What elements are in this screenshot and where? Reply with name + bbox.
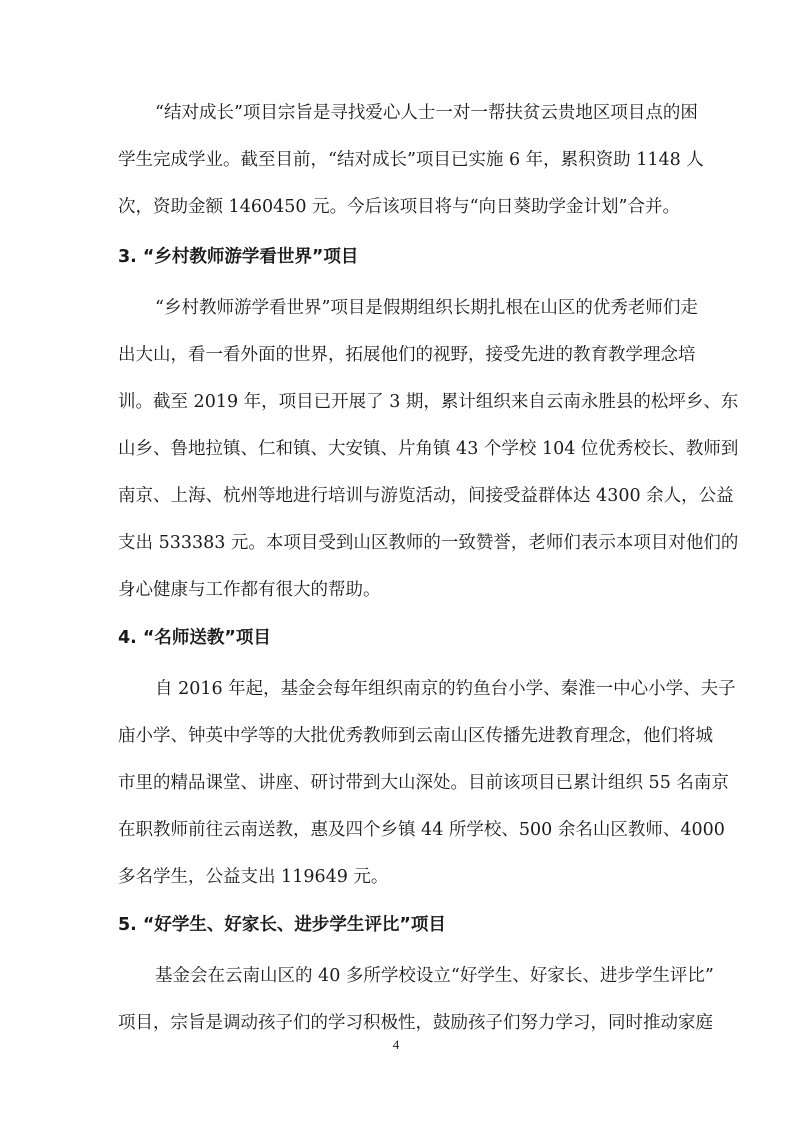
paragraph-line: 基金会在云南山区的 40 多所学校设立“好学生、好家长、进步学生评比” (155, 966, 714, 986)
paragraph-line: 市里的精品课堂、讲座、研讨带到大山深处。目前该项目已累计组织 55 名南京 (118, 773, 729, 793)
paragraph-line: 次，资助金额 1460450 元。今后该项目将与“向日葵助学金计划”合并。 (118, 197, 680, 217)
paragraph-line: 多名学生，公益支出 119649 元。 (118, 867, 389, 887)
paragraph-line: 在职教师前往云南送教，惠及四个乡镇 44 所学校、500 余名山区教师、4000 (118, 820, 725, 840)
paragraph-line: 支出 533383 元。本项目受到山区教师的一致赞誉，老师们表示本项目对他们的 (118, 533, 739, 553)
paragraph-line: “结对成长”项目宗旨是寻找爱心人士一对一帮扶贫云贵地区项目点的困 (155, 103, 698, 123)
paragraph-line: 身心健康与工作都有很大的帮助。 (118, 580, 381, 600)
paragraph-line: 学生完成学业。截至目前，“结对成长”项目已实施 6 年，累积资助 1148 人 (118, 150, 704, 170)
paragraph-line: 出大山，看一看外面的世界，拓展他们的视野，接受先进的教育教学理念培 (118, 345, 696, 365)
paragraph-line: “乡村教师游学看世界”项目是假期组织长期扎根在山区的优秀老师们走 (155, 298, 698, 318)
section-heading: 3. “乡村教师游学看世界”项目 (118, 247, 359, 267)
page-number: 4 (392, 1037, 400, 1052)
paragraph-line: 南京、上海、杭州等地进行培训与游览活动，间接受益群体达 4300 余人，公益 (118, 486, 734, 506)
section-heading: 5. “好学生、好家长、进步学生评比”项目 (118, 915, 446, 935)
paragraph-line: 庙小学、钟英中学等的大批优秀教师到云南山区传播先进教育理念，他们将城 (118, 726, 713, 746)
section-heading: 4. “名师送教”项目 (118, 628, 271, 648)
paragraph-line: 山乡、鲁地拉镇、仁和镇、大安镇、片角镇 43 个学校 104 位优秀校长、教师到 (118, 439, 739, 459)
paragraph-line: 项目，宗旨是调动孩子们的学习积极性，鼓励孩子们努力学习，同时推动家庭 (118, 1013, 713, 1033)
paragraph-line: 训。截至 2019 年，项目已开展了 3 期，累计组织来自云南永胜县的松坪乡、东 (118, 392, 739, 412)
paragraph-line: 自 2016 年起，基金会每年组织南京的钓鱼台小学、秦淮一中心小学、夫子 (155, 679, 736, 699)
